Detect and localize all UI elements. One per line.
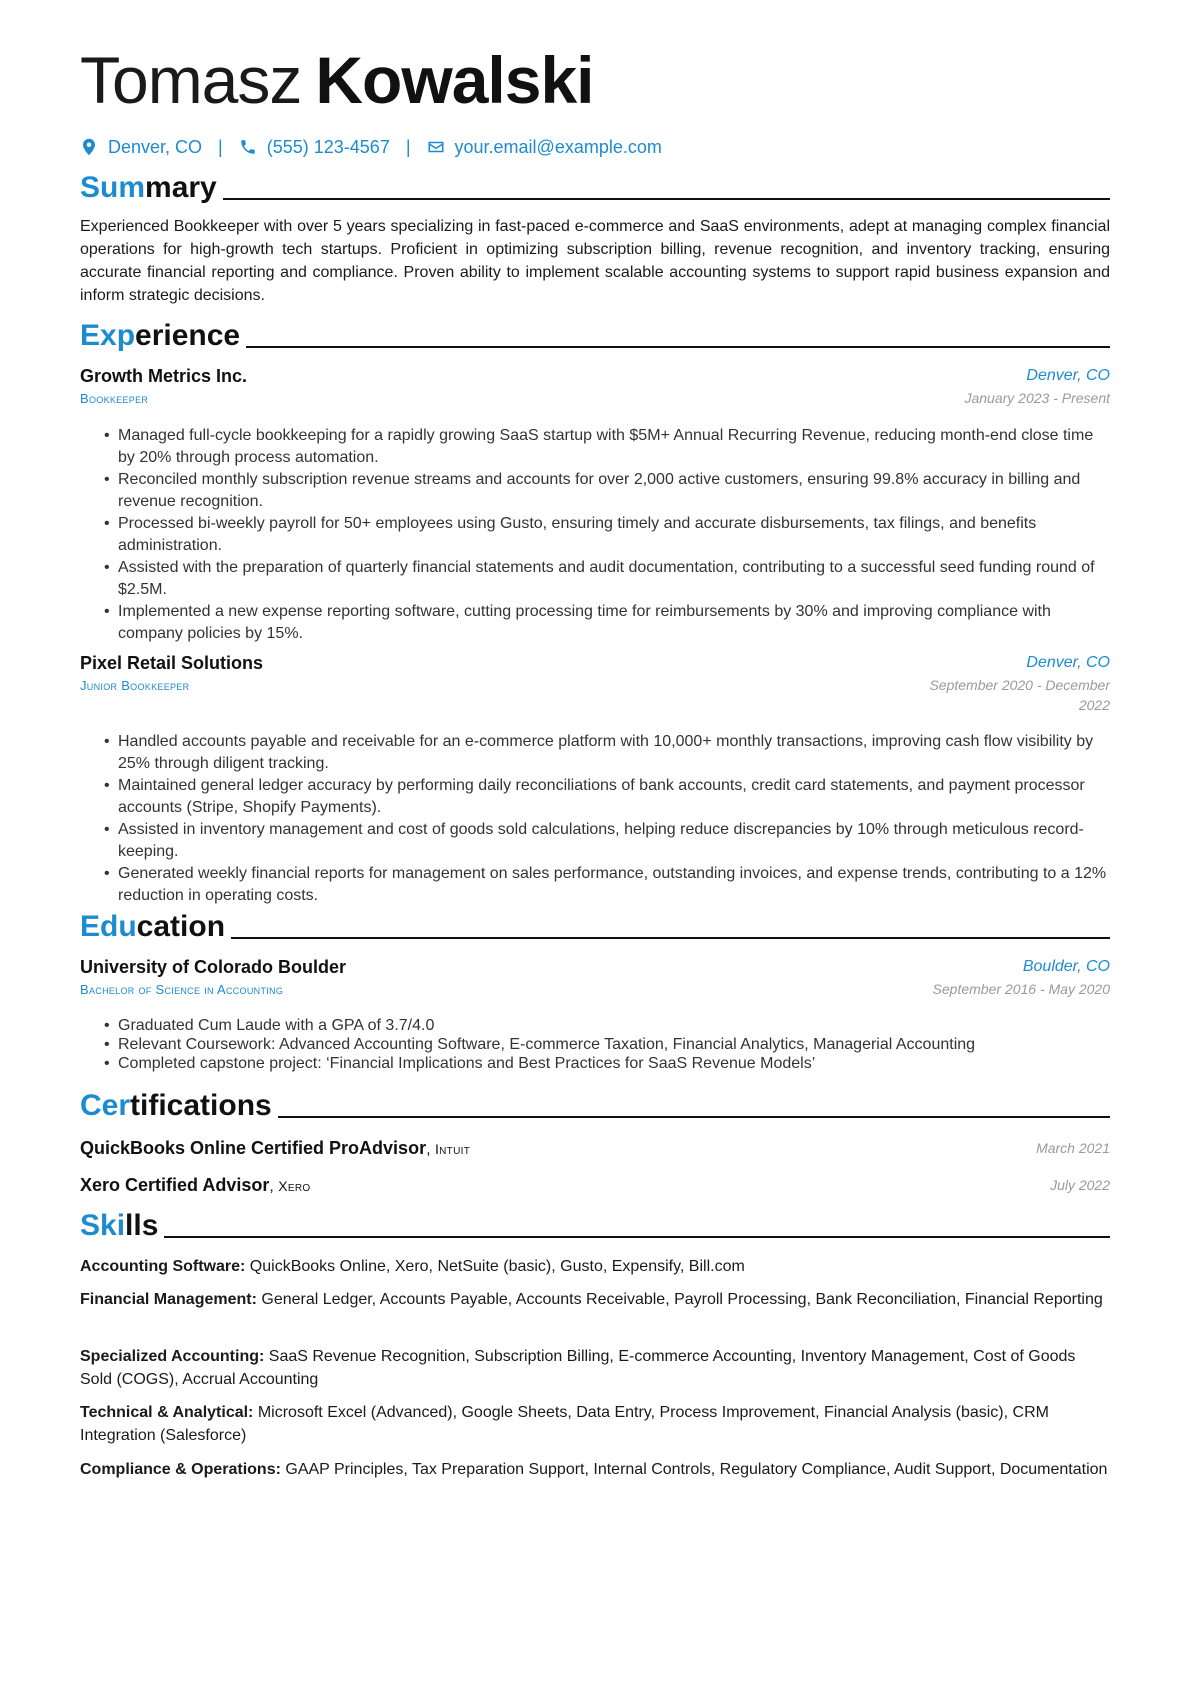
section-rule	[278, 1116, 1110, 1118]
skill-value: SaaS Revenue Recognition, Subscription Billing, E-commerce Accounting, Inventory Management, Cost of Goods Sold (COGS), Accrual Accounting	[80, 1348, 1076, 1388]
experience-heading	[80, 316, 1110, 356]
certification-date: March 2021	[1036, 1140, 1110, 1156]
degree-name: Bachelor of Science in Accounting	[80, 982, 284, 997]
skills-heading	[80, 1206, 1110, 1246]
job-entry-header	[80, 651, 1110, 713]
skill-label: Compliance & Operations:	[80, 1461, 281, 1478]
list-item: • Implemented a new expense reporting software, cutting processing time for reimbursements by 30% and improving compliance with company policies by 15%.	[118, 601, 1110, 645]
list-item: • Graduated Cum Laude with a GPA of 3.7/4.0	[118, 1016, 1110, 1035]
summary-text: Experienced Bookkeeper with over 5 years specializing in fast-paced e-commerce and SaaS environments, adept at managing complex financial operations for high-growth tech startups. Proficient in optimizing subscription billing, revenue recognition, and inventory tracking, ensuring accurate financial reporting and compliance. Proven ability to implement scalable accounting systems to support rapid business expansion and inform strategic decisions.	[80, 218, 1110, 304]
skill-label: Technical & Analytical:	[80, 1404, 254, 1421]
section-rule	[231, 937, 1110, 939]
title-accent: Sum	[80, 171, 146, 204]
contact-phone[interactable]	[239, 137, 390, 158]
section-title	[80, 168, 217, 208]
email-text: your.email@example.com	[454, 136, 662, 157]
contact-line	[80, 132, 662, 162]
skill-row	[80, 1458, 1110, 1481]
list-item: • Assisted with the preparation of quarterly financial statements and audit documentation, contributing to a successful seed funding round of $2.5M.	[118, 557, 1110, 601]
job-location: Denver, CO	[1026, 654, 1110, 671]
first-name: Tomasz	[80, 43, 302, 117]
title-rest: mary	[145, 171, 217, 204]
list-item: • Relevant Coursework: Advanced Accounting Software, E-commerce Taxation, Financial Analytics, Managerial Accounting	[118, 1035, 1110, 1054]
title-accent: Exp	[80, 319, 136, 352]
skill-label: Specialized Accounting:	[80, 1348, 265, 1365]
phone-text: (555) 123-4567	[266, 136, 390, 157]
certification-date: July 2022	[1050, 1177, 1110, 1193]
skill-label: Accounting Software:	[80, 1258, 246, 1275]
title-accent: Ski	[80, 1209, 126, 1242]
certification-item: QuickBooks Online Certified ProAdvisor, Intuit March 2021	[80, 1138, 1110, 1158]
company-name: Growth Metrics Inc.	[80, 366, 248, 386]
title-rest: cation	[136, 910, 226, 943]
section-title	[80, 316, 240, 356]
skill-value: General Ledger, Accounts Payable, Accounts Receivable, Payroll Processing, Bank Reconciliation, Financial Reporting	[261, 1291, 1103, 1308]
last-name: Kowalski	[315, 43, 594, 117]
list-item: • Handled accounts payable and receivable for an e-commerce platform with 10,000+ monthly transactions, improving cash flow visibility by 25% through diligent tracking.	[118, 731, 1110, 775]
list-item: • Reconciled monthly subscription revenue streams and accounts for over 2,000 active customers, ensuring 99.8% accuracy in billing and revenue recognition.	[118, 469, 1110, 513]
company-name: Pixel Retail Solutions	[80, 653, 264, 673]
skill-row	[80, 1255, 1110, 1278]
job-title: Junior Bookkeeper	[80, 678, 190, 693]
job-dates: January 2023 - Present	[964, 390, 1110, 406]
phone-icon	[239, 138, 257, 156]
job-location: Denver, CO	[1026, 367, 1110, 384]
section-rule	[164, 1236, 1110, 1238]
location-text: Denver, CO	[108, 136, 203, 157]
job-bullets	[102, 425, 1110, 645]
title-accent: Cer	[80, 1089, 131, 1122]
job-entry-header	[80, 364, 1110, 409]
certification-title: QuickBooks Online Certified ProAdvisor	[80, 1138, 427, 1158]
contact-separator: |	[218, 136, 223, 157]
section-title	[80, 907, 225, 947]
education-entry-header	[80, 955, 1110, 1000]
contact-email[interactable]	[427, 137, 662, 158]
skill-label: Financial Management:	[80, 1291, 257, 1308]
skill-value: GAAP Principles, Tax Preparation Support, Internal Controls, Regulatory Compliance, Audit Support, Documentation	[285, 1461, 1108, 1478]
job-dates: September 2020 - December 2022	[929, 677, 1110, 713]
list-item: • Completed capstone project: ‘Financial Implications and Best Practices for SaaS Revenue Models’	[118, 1054, 1110, 1073]
education-heading	[80, 907, 1110, 947]
job-bullets	[102, 731, 1110, 907]
contact-location	[80, 137, 202, 158]
certification-issuer: Intuit	[434, 1141, 471, 1157]
skill-value: Microsoft Excel (Advanced), Google Sheets, Data Entry, Process Improvement, Financial Analysis (basic), CRM Integration (Salesforce)	[80, 1404, 1049, 1444]
skill-value: QuickBooks Online, Xero, NetSuite (basic), Gusto, Expensify, Bill.com	[249, 1258, 745, 1275]
section-title	[80, 1086, 272, 1126]
section-rule	[246, 346, 1110, 348]
list-item: • Generated weekly financial reports for management on sales performance, outstanding invoices, and expense trends, contributing to a 12% reduction in operating costs.	[118, 863, 1110, 907]
contact-separator: |	[405, 136, 411, 157]
list-item: • Managed full-cycle bookkeeping for a rapidly growing SaaS startup with $5M+ Annual Recurring Revenue, reducing month-end close time by 20% through process automation.	[118, 425, 1110, 469]
skill-row	[80, 1288, 1110, 1311]
education-bullets	[102, 1016, 1110, 1073]
title-rest: erience	[135, 319, 241, 352]
skill-row	[80, 1345, 1110, 1391]
section-rule	[223, 198, 1110, 200]
certification-issuer: Xero	[278, 1178, 311, 1194]
certifications-heading	[80, 1086, 1110, 1126]
candidate-name	[80, 38, 594, 122]
certification-item: Xero Certified Advisor, Xero July 2022	[80, 1175, 1110, 1195]
list-item: • Processed bi-weekly payroll for 50+ employees using Gusto, ensuring timely and accurate disbursements, tax filings, and benefits administration.	[118, 513, 1110, 557]
map-pin-icon	[80, 138, 98, 156]
skill-row	[80, 1401, 1110, 1447]
envelope-icon	[427, 138, 445, 156]
section-title	[80, 1206, 158, 1246]
certification-title: Xero Certified Advisor	[80, 1175, 270, 1195]
summary-heading	[80, 168, 1110, 208]
list-item: • Maintained general ledger accuracy by performing daily reconciliations of bank accounts, credit card statements, and payment processor accounts (Stripe, Shopify Payments).	[118, 775, 1110, 819]
education-dates: September 2016 - May 2020	[932, 981, 1110, 997]
title-accent: Edu	[80, 910, 137, 943]
title-rest: lls	[125, 1209, 159, 1242]
job-title: Bookkeeper	[80, 391, 149, 406]
title-rest: tifications	[130, 1089, 272, 1122]
list-item: • Assisted in inventory management and cost of goods sold calculations, helping reduce discrepancies by 10% through meticulous record-keeping.	[118, 819, 1110, 863]
school-location: Boulder, CO	[1022, 958, 1110, 975]
school-name: University of Colorado Boulder	[80, 957, 347, 977]
